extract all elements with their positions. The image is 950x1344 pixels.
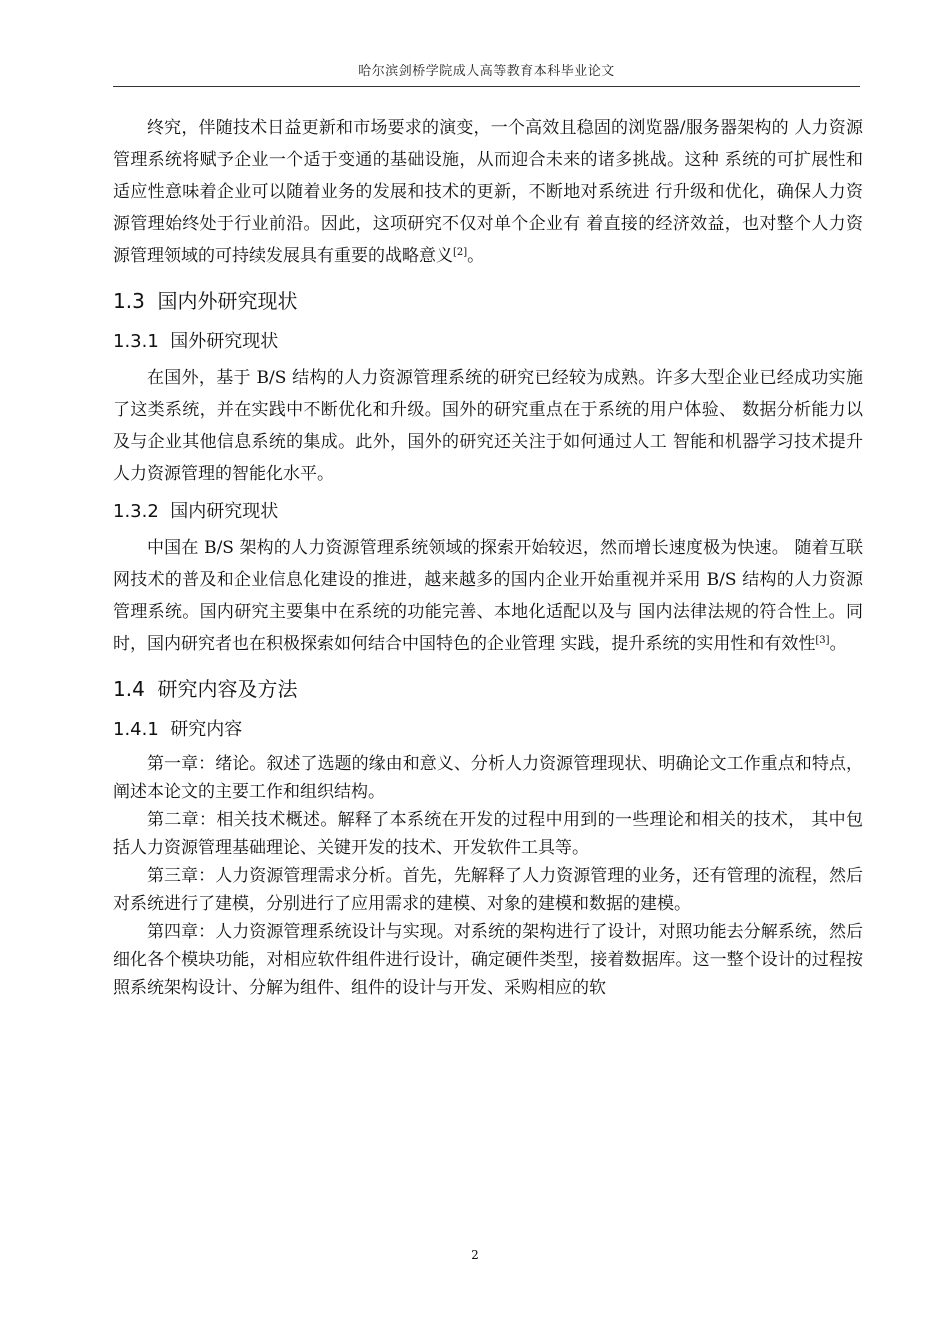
section-number: 1.3: [113, 289, 145, 313]
subsection-1-3-1-heading: [113, 328, 863, 356]
intro-text: 终究，伴随技术日益更新和市场要求的演变，一个高效且稳固的浏览器/服务器架构的 人力资源管理系统将赋予企业一个适于变通的基础设施，从而迎合未来的诸多挑战。这种 系统的可扩展性和适应性意味着企业可以随着业务的发展和技术的更新，不断地对系统进 行升级和优化，确保人力资源管理始终处于行业前沿。因此，这项研究不仅对单个企业有 着直接的经济效益，也对整个人力资源管理领域的可持续发展具有重要的战略意义: [113, 118, 863, 266]
subsection-number: 1.3.1: [113, 331, 159, 352]
subsection-number: 1.3.2: [113, 501, 159, 522]
section-title: 国内外研究现状: [157, 289, 298, 313]
subsection-1-3-2-heading: [113, 498, 863, 526]
domestic-text: 中国在 B/S 架构的人力资源管理系统领域的探索开始较迟，然而增长速度极为快速。 随着互联网技术的普及和企业信息化建设的推进，越来越多的国内企业开始重视并采用 B/S 结构的人力资源管理系统。国内研究主要集中在系统的功能完善、本地化适配以及与 国内法律法规的符合性上。同时，国内研究者也在积极探索如何结合中国特色的企业管理 实践，提升系统的实用性和有效性: [113, 538, 863, 654]
chapter-4-summary: 第四章：人力资源管理系统设计与实现。对系统的架构进行了设计，对照功能去分解系统，然后细化各个模块功能，对相应软件组件进行设计，确定硬件类型，接着数据库。这一整个设计的过程按照系统架构设计、分解为组件、组件的设计与开发、采购相应的软: [113, 922, 863, 998]
citation-2: [2]: [453, 247, 468, 258]
chapter-1-summary: 第一章：绪论。叙述了选题的缘由和意义、分析人力资源管理现状、明确论文工作重点和特点，阐述本论文的主要工作和组织结构。: [113, 754, 863, 802]
page-number: 2: [471, 1248, 479, 1262]
header-divider: [113, 86, 860, 87]
citation-3: [3]: [815, 635, 830, 646]
subsection-title: 研究内容: [170, 719, 243, 740]
subsection-title: 国外研究现状: [170, 331, 279, 352]
section-number: 1.4: [113, 677, 145, 701]
domestic-end: 。: [829, 634, 847, 654]
page-header: 哈尔滨剑桥学院成人高等教育本科毕业论文: [358, 64, 615, 79]
chapter-3-summary: 第三章：人力资源管理需求分析。首先，先解释了人力资源管理的业务，还有管理的流程，然后对系统进行了建模，分别进行了应用需求的建模、对象的建模和数据的建模。: [113, 866, 863, 914]
subsection-1-4-1-heading: [113, 716, 863, 744]
section-title: 研究内容及方法: [157, 677, 298, 701]
intro-paragraph: [113, 112, 863, 272]
subsection-number: 1.4.1: [113, 719, 159, 740]
subsection-title: 国内研究现状: [170, 501, 279, 522]
intro-end: 。: [467, 246, 485, 266]
page-content: [113, 112, 863, 1002]
foreign-research-paragraph: 在国外，基于 B/S 结构的人力资源管理系统的研究已经较为成熟。许多大型企业已经成功实施了这类系统，并在实践中不断优化和升级。国外的研究重点在于系统的用户体验、 数据分析能力以及与企业其他信息系统的集成。此外，国外的研究还关注于如何通过人工 智能和机器学习技术提升人力资源管理的智能化水平。: [113, 368, 863, 484]
section-1-4-heading: [113, 674, 863, 704]
chapter-2-summary: 第二章：相关技术概述。解释了本系统在开发的过程中用到的一些理论和相关的技术， 其中包括人力资源管理基础理论、关键开发的技术、开发软件工具等。: [113, 810, 863, 858]
domestic-research-paragraph: [113, 532, 863, 660]
section-1-3-heading: [113, 286, 863, 316]
